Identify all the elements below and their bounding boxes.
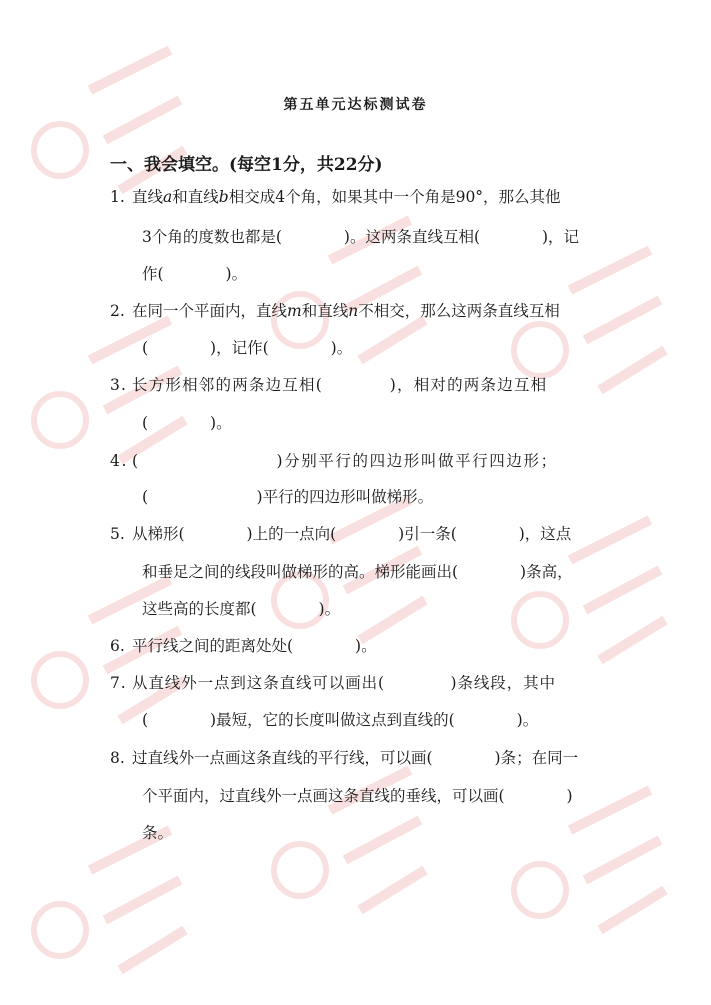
question-7-line-1: [110, 673, 556, 693]
variable-n: n: [348, 302, 359, 320]
question-7-line-2: ( )最短，它的长度叫做这点到直线的( )。: [142, 711, 539, 729]
question-3-line-1: [110, 375, 547, 395]
question-text: 相交成4个角，如果其中一个角是90°，那么其他: [228, 188, 561, 206]
question-number: 1.: [110, 188, 125, 206]
question-number: 3.: [110, 376, 128, 394]
question-1-line-1: [110, 187, 561, 207]
question-2-line-2: ( )，记作( )。: [142, 339, 353, 357]
question-number: 2.: [110, 302, 125, 320]
question-number: 7.: [110, 674, 127, 692]
variable-a: a: [163, 188, 173, 206]
question-1-line-3: 作( )。: [142, 265, 248, 283]
question-text: 在同一个平面内，直线: [132, 302, 288, 320]
question-text: 从直线外一点到这条直线可以画出( )条线段，其中: [132, 674, 556, 692]
question-text: 和直线: [172, 188, 219, 206]
question-4-line-1: [110, 451, 558, 471]
question-text: 长方形相邻的两条边互相( )，相对的两条边互相: [132, 376, 548, 394]
question-5-line-1: [110, 524, 571, 544]
question-2-line-1: [110, 301, 560, 321]
variable-b: b: [218, 188, 229, 206]
question-number: 8.: [110, 749, 125, 767]
question-6-line-1: [110, 636, 377, 656]
watermark-logo: [260, 750, 430, 940]
page-title: 第五单元达标测试卷: [283, 97, 428, 113]
question-text: 从梯形( )上的一点向( )引一条( )，这点: [132, 525, 572, 543]
question-text: 直线: [132, 188, 164, 206]
question-1-line-2: 3个角的度数也都是( )。这两条直线互相( )，记: [142, 228, 580, 246]
question-4-line-2: ( )平行的四边形叫做梯形。: [142, 488, 434, 506]
question-5-line-3: 这些高的长度都( )。: [142, 600, 341, 618]
question-text: 平行线之间的距离处处( )。: [132, 637, 377, 655]
question-8-line-1: [110, 748, 578, 768]
question-text: 不相交，那么这两条直线互相: [358, 302, 560, 320]
question-8-line-2: 个平面内，过直线外一点画这条直线的垂线，可以画( ): [142, 787, 573, 805]
question-number: 5.: [110, 525, 125, 543]
question-number: 6.: [110, 637, 125, 655]
question-number: 4.: [110, 452, 128, 470]
question-text: 过直线外一点画这条直线的平行线，可以画( )条；在同一: [132, 749, 579, 767]
variable-m: m: [287, 302, 302, 320]
question-5-line-2: 和垂足之间的线段叫做梯形的高。梯形能画出( )条高，: [142, 563, 573, 581]
question-text: 和直线: [301, 302, 349, 320]
question-text: ( )分别平行的四边形叫做平行四边形；: [132, 452, 558, 470]
section-heading: 一、我会填空。(每空1分，共22分): [110, 155, 383, 175]
question-8-line-3: 条。: [142, 824, 174, 842]
question-3-line-2: ( )。: [142, 414, 232, 432]
